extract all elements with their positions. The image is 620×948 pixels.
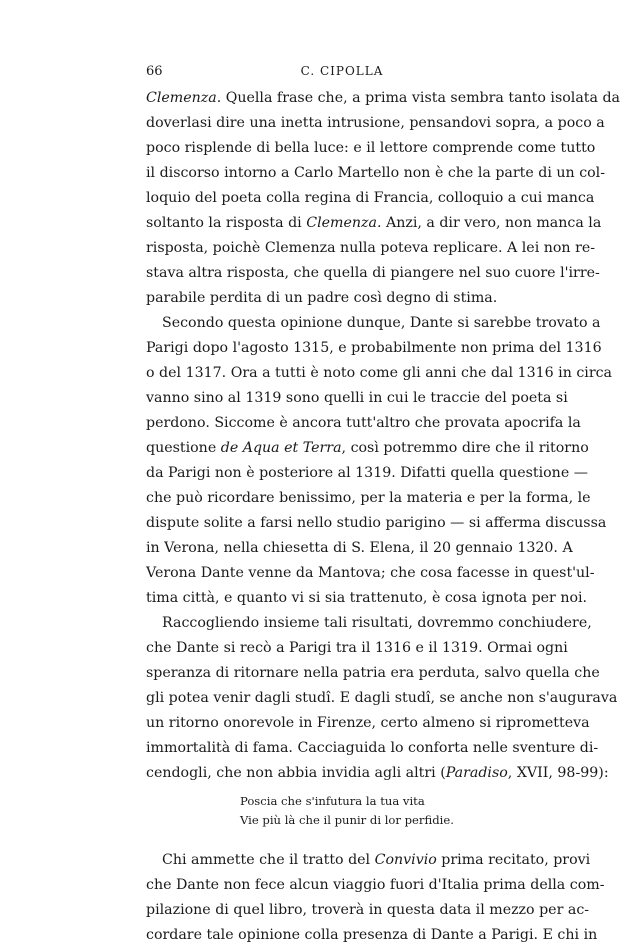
- text-line: Parigi dopo l'agosto 1315, e probabilmente non prima del 1316: [146, 340, 602, 356]
- text-line: o del 1317. Ora a tutti è noto come gli anni che dal 1316 in circa: [146, 365, 613, 381]
- text-line: che Dante non fece alcun viaggio fuori d'Italia prima della com-: [146, 877, 605, 893]
- text-line: cordare tale opinione colla presenza di Dante a Parigi. E chi in: [146, 927, 598, 943]
- text-line: Clemenza. Quella frase che, a prima vista sembra tanto isolata da: [146, 90, 620, 106]
- text-line: un ritorno onorevole in Firenze, certo almeno si riprometteva: [146, 715, 590, 731]
- paragraph-3: [146, 611, 618, 786]
- text-line: pilazione di quel libro, troverà in questa data il mezzo per ac-: [146, 902, 590, 918]
- text-line: dispute solite a farsi nello studio parigino — si afferma discussa: [146, 515, 607, 531]
- text-line: cendogli, che non abbia invidia agli altri (Paradiso, XVII, 98-99):: [146, 765, 609, 781]
- page-body: [146, 86, 620, 948]
- text-line: il discorso intorno a Carlo Martello non è che la parte di un col-: [146, 165, 606, 181]
- text-line: vanno sino al 1319 sono quelli in cui le traccie del poeta si: [146, 390, 568, 406]
- text-line: tima città, e quanto vi si sia trattenuto, è cosa ignota per noi.: [146, 590, 588, 606]
- text-line: in Verona, nella chiesetta di S. Elena, il 20 gennaio 1320. A: [146, 540, 573, 556]
- text-line: parabile perdita di un padre così degno di stima.: [146, 290, 498, 306]
- spacer: [146, 830, 538, 848]
- text-line: perdono. Siccome è ancora tutt'altro che provata apocrifa la: [146, 415, 581, 431]
- text-line: loquio del poeta colla regina di Francia, colloquio a cui manca: [146, 190, 595, 206]
- text-line: soltanto la risposta di Clemenza. Anzi, a dir vero, non manca la: [146, 215, 602, 231]
- paragraph-2: [146, 311, 613, 611]
- text-line: stava altra risposta, che quella di piangere nel suo cuore l'irre-: [146, 265, 600, 281]
- text-line: Raccogliendo insieme tali risultati, dovremmo conchiudere,: [162, 615, 592, 631]
- text-line: doverlasi dire una inetta intrusione, pensandovi sopra, a poco a: [146, 115, 605, 131]
- paragraph-1: [146, 86, 620, 311]
- text-line: da Parigi non è posteriore al 1319. Difatti quella questione —: [146, 465, 588, 481]
- page-number: 66: [146, 64, 163, 79]
- text-line: immortalità di fama. Cacciaguida lo conforta nelle sventure di-: [146, 740, 599, 756]
- page-header: [146, 64, 538, 84]
- text-line: speranza di ritornare nella patria era perduta, salvo quella che: [146, 665, 600, 681]
- verse-quote: [146, 792, 538, 830]
- text-line: Verona Dante venne da Mantova; che cosa facesse in quest'ul-: [146, 565, 595, 581]
- text-line: che può ricordare benissimo, per la materia e per la forma, le: [146, 490, 591, 506]
- text-line: che Dante si recò a Parigi tra il 1316 e il 1319. Ormai ogni: [146, 640, 568, 656]
- verse-line: Poscia che s'infutura la tua vita: [240, 794, 425, 808]
- verse-line: Vie più là che il punir di lor perfidie.: [240, 813, 454, 827]
- paragraph-4: [146, 848, 605, 948]
- text-line: Chi ammette che il tratto del Convivio prima recitato, provi: [162, 852, 591, 868]
- text-line: gli potea venir dagli studî. E dagli studî, se anche non s'augurava: [146, 690, 618, 706]
- running-head: C. CIPOLLA: [300, 64, 384, 78]
- text-line: Secondo questa opinione dunque, Dante si sarebbe trovato a: [162, 315, 601, 331]
- text-line: questione de Aqua et Terra, così potremmo dire che il ritorno: [146, 440, 589, 456]
- text-line: poco risplende di bella luce: e il lettore comprende come tutto: [146, 140, 596, 156]
- text-line: risposta, poichè Clemenza nulla poteva replicare. A lei non re-: [146, 240, 596, 256]
